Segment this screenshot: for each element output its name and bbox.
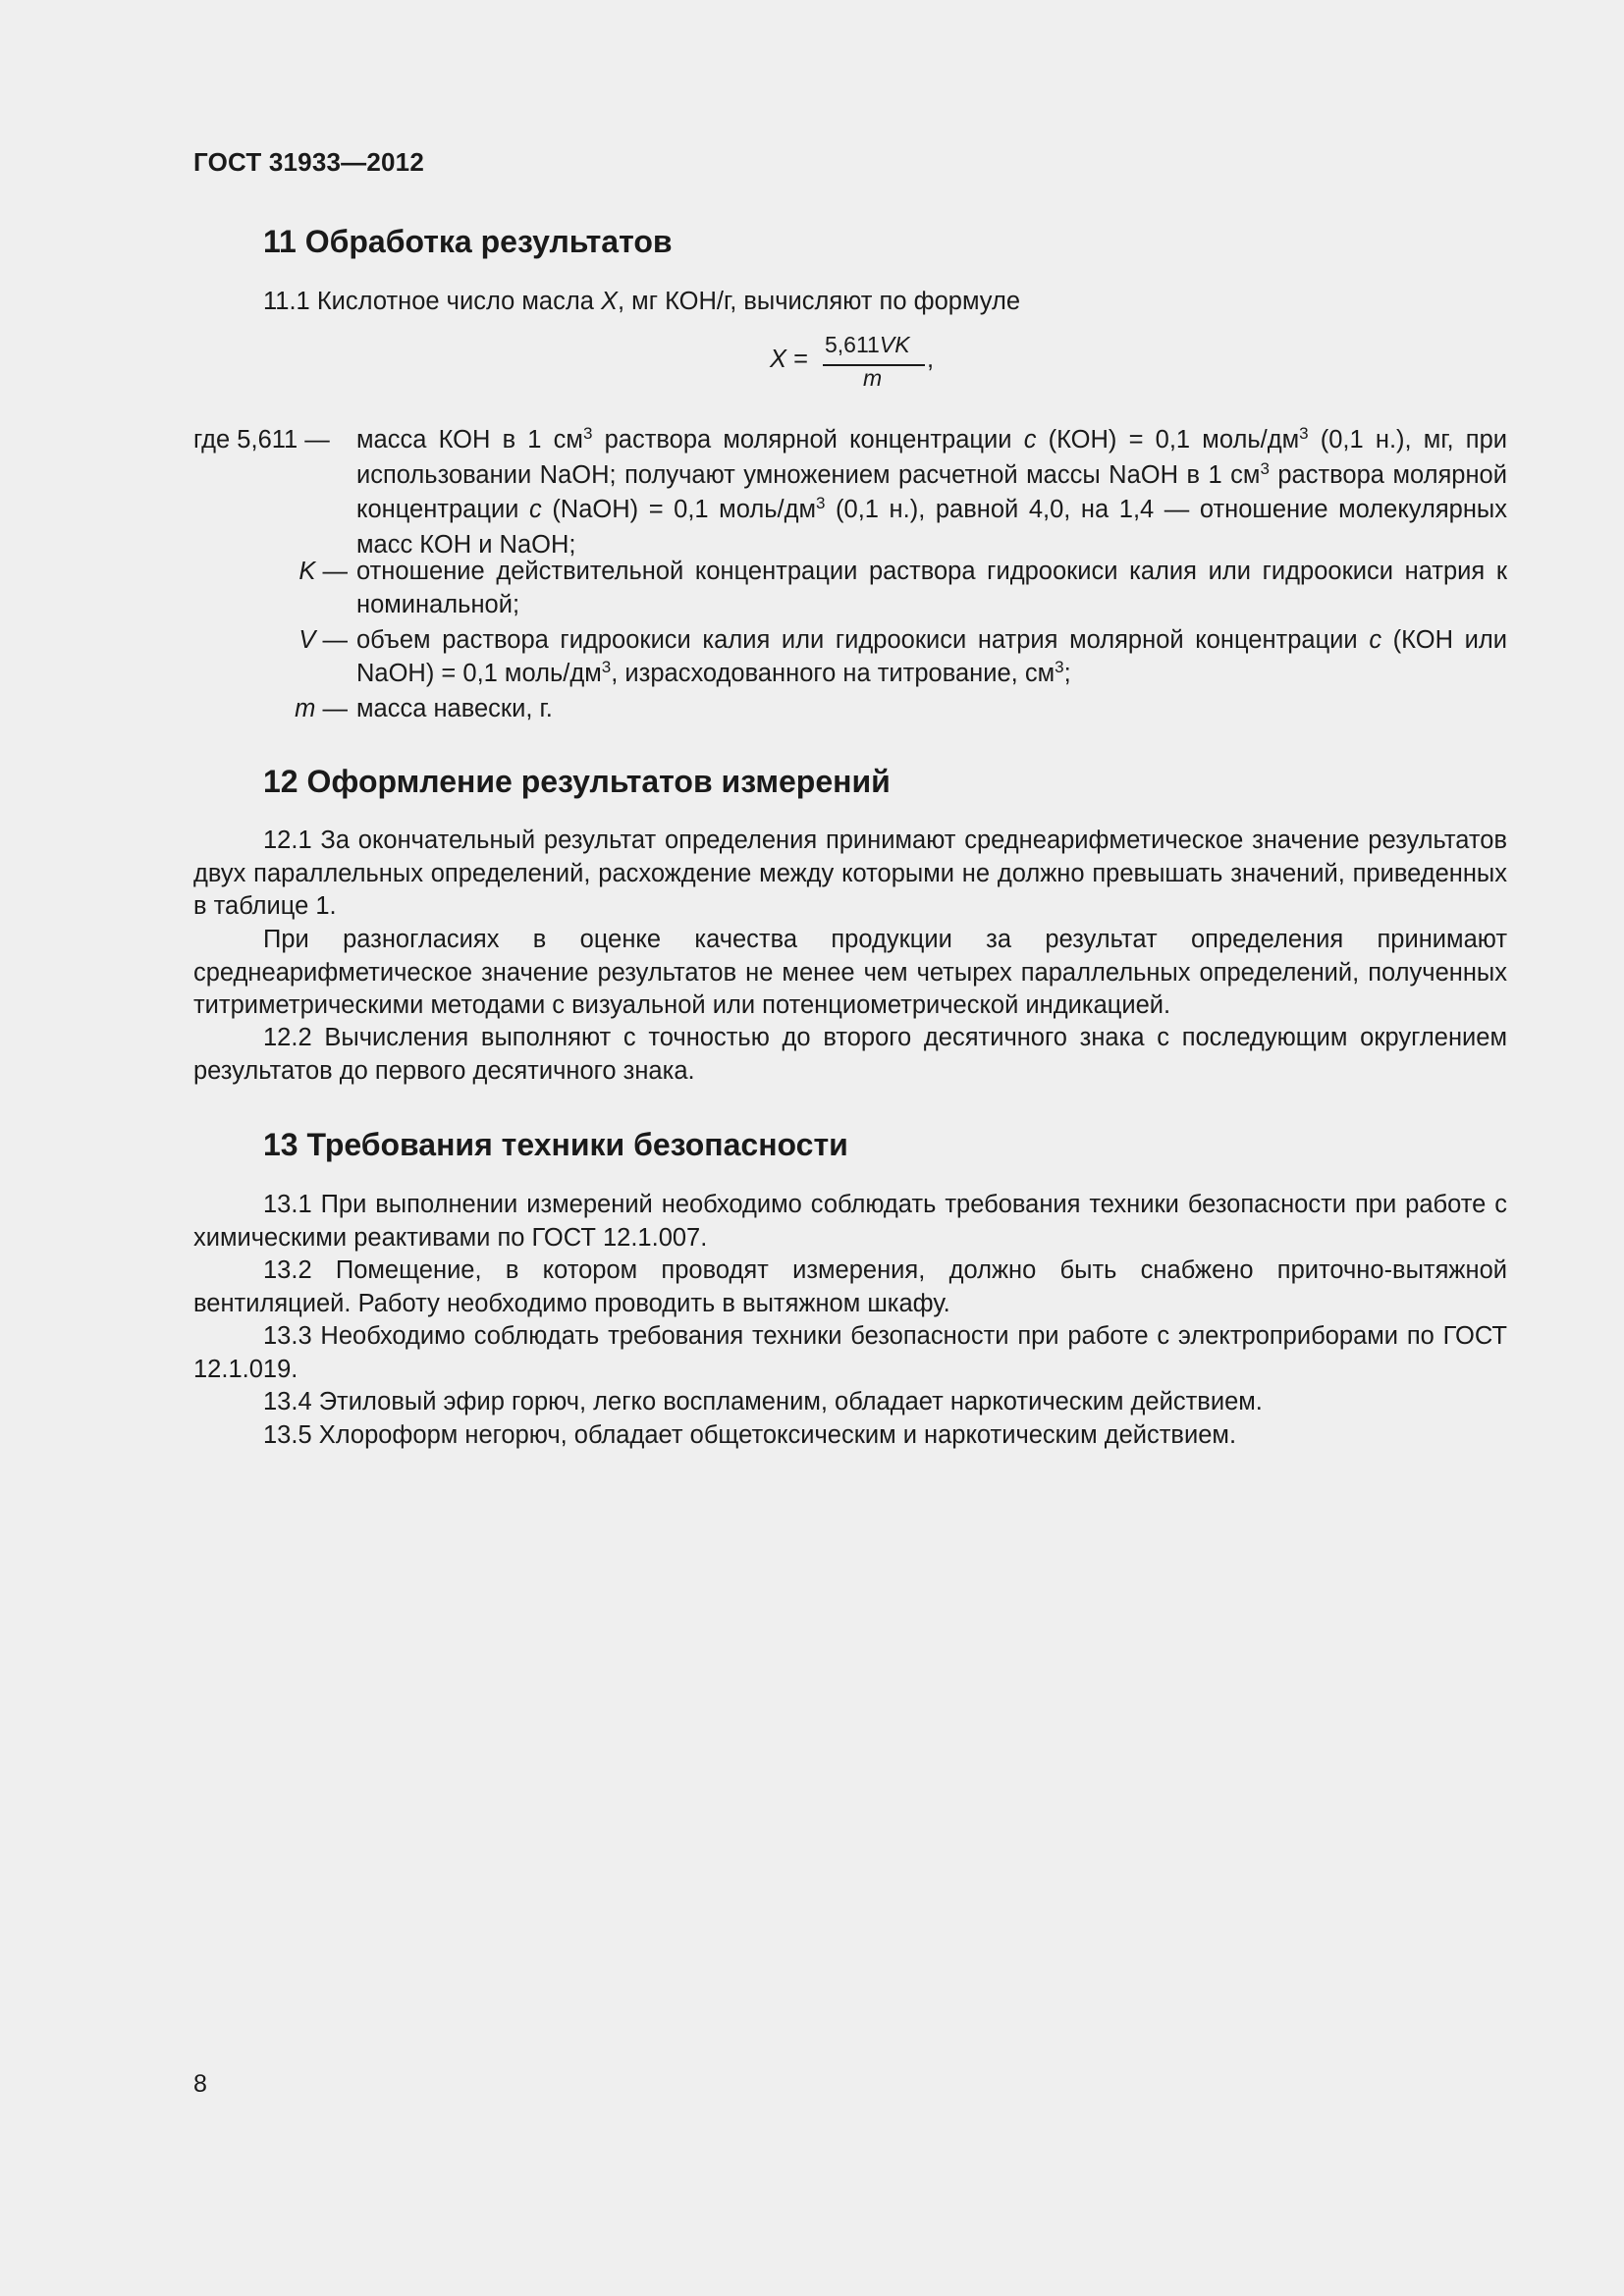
symbol-v: V — [298, 626, 348, 654]
page-number: 8 [193, 2070, 207, 2098]
symbol-k: K — [298, 558, 348, 585]
para-13-1: 13.1 При выполнении измерений необходимо соблюдать требования техники безопасности при работе с химическими реактивами по ГОСТ 12.1.007. [193, 1191, 1507, 1252]
para-12-1: 12.1 За окончательный результат определения принимают среднеарифметическое значение результатов двух параллельных определений, расхождение между которыми не должно превышать значений, приведенных в таблице 1. [193, 827, 1507, 920]
para-13-5: 13.5 Хлороформ негорюч, обладает общетоксическим и наркотическим действием. [263, 1421, 1237, 1449]
para-12-1-disagreement: При разногласиях в оценке качества продукции за результат определения принимают среднеарифметическое значение результатов не менее чем четырех параллельных определений, полученных титриметрическими методами с визуальной или потенциометрической индикацией. [193, 926, 1507, 1019]
formula-numerator: 5,611VK [825, 332, 910, 357]
def-m: масса навески, г. [356, 695, 553, 722]
def-v: объем раствора гидроокиси калия или гидроокиси натрия молярной концентрации c (КОН или NaOH) = 0,1 моль/$дм^3$, израсходованного на титрование, $см^3$; [356, 626, 1507, 687]
para-12-2: 12.2 Вычисления выполняют с точностью до второго десятичного знака с последующим округлением результатов до первого десятичного знака. [193, 1024, 1507, 1085]
def-5611: масса КОН в 1 $см^3$ раствора молярной концентрации c (КОН) = 0,1 моль/$дм^3$ (0,1 н.), мг, при использовании NaOH; получают умножением расчетной массы NaOH в 1 $см^3$ раствора молярной концентрации c (NaOH) = 0,1 моль/$дм^3$ (0,1 н.), равной 4,0, на 1,4 — отношение молекулярных масс КОН и NaOH; [356, 424, 1508, 559]
para-13-3: 13.3 Необходимо соблюдать требования техники безопасности при работе с электроприборами по ГОСТ 12.1.019. [193, 1322, 1507, 1383]
para-13-2: 13.2 Помещение, в котором проводят измерения, должно быть снабжено приточно-вытяжной вентиляцией. Работу необходимо проводить в вытяжном шкафу. [193, 1256, 1507, 1317]
formula-denominator: m [863, 365, 883, 391]
para-11-1: 11.1 Кислотное число масла X, мг КОН/г, вычисляют по формуле [263, 288, 1021, 315]
section-12-title: 12 Оформление результатов измерений [263, 764, 891, 799]
where-lead: где 5,611 — [193, 426, 330, 454]
symbol-m: m — [295, 695, 348, 722]
def-k: отношение действительной концентрации раствора гидроокиси калия или гидроокиси натрия к номинальной; [356, 558, 1507, 618]
formula-lhs: X = [770, 346, 808, 373]
section-13-title: 13 Требования техники безопасности [263, 1127, 848, 1162]
document-id: ГОСТ 31933—2012 [193, 147, 424, 177]
formula-tail: , [927, 346, 935, 373]
para-13-4: 13.4 Этиловый эфир горюч, легко воспламеним, обладает наркотическим действием. [263, 1388, 1263, 1415]
section-11-title: 11 Обработка результатов [263, 224, 673, 259]
